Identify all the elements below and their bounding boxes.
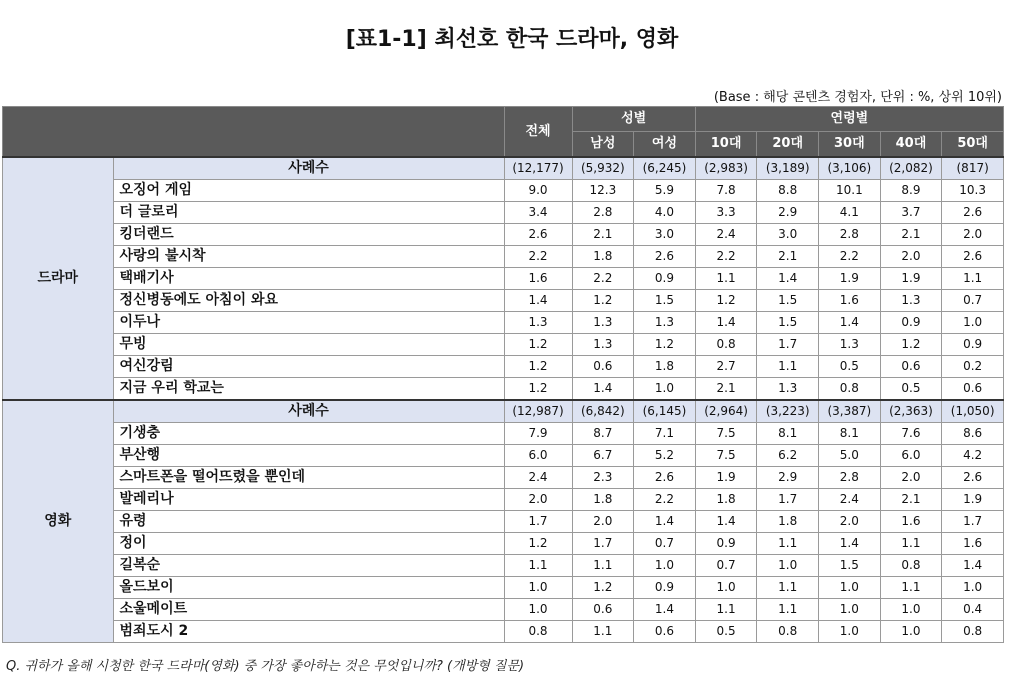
value-cell: 2.9: [757, 202, 819, 224]
value-cell: 1.1: [880, 577, 942, 599]
value-cell: 6.2: [757, 445, 819, 467]
table-row: [3, 489, 1004, 511]
value-cell: 0.2: [942, 356, 1004, 378]
value-cell: 1.4: [695, 312, 757, 334]
value-cell: 0.9: [942, 334, 1004, 356]
value-cell: 1.0: [942, 577, 1004, 599]
value-cell: 1.8: [757, 511, 819, 533]
count-cell: (5,932): [572, 157, 634, 180]
value-cell: 3.0: [634, 224, 696, 246]
value-cell: 4.0: [634, 202, 696, 224]
table-header: [3, 107, 1004, 158]
title-name: 정신병동에도 아침이 와요: [113, 290, 504, 312]
value-cell: 2.0: [880, 467, 942, 489]
count-label: 사례수: [113, 400, 504, 423]
value-cell: 1.0: [634, 378, 696, 401]
table-row: [3, 533, 1004, 555]
value-cell: 5.9: [634, 180, 696, 202]
value-cell: 3.4: [504, 202, 572, 224]
value-cell: 1.3: [819, 334, 881, 356]
header-male: 남성: [572, 132, 634, 158]
value-cell: 1.2: [572, 290, 634, 312]
title-name: 부산행: [113, 445, 504, 467]
value-cell: 1.2: [634, 334, 696, 356]
value-cell: 1.0: [504, 577, 572, 599]
count-label: 사례수: [113, 157, 504, 180]
value-cell: 1.0: [819, 577, 881, 599]
value-cell: 2.1: [572, 224, 634, 246]
value-cell: 0.6: [572, 356, 634, 378]
value-cell: 2.6: [634, 246, 696, 268]
value-cell: 1.0: [634, 555, 696, 577]
value-cell: 1.3: [572, 334, 634, 356]
table-title: [표1-1] 최선호 한국 드라마, 영화: [345, 27, 679, 52]
title-name: 길복순: [113, 555, 504, 577]
value-cell: 1.0: [880, 621, 942, 643]
value-cell: 2.1: [880, 489, 942, 511]
value-cell: 0.6: [572, 599, 634, 621]
table-row: [3, 577, 1004, 599]
value-cell: 2.6: [942, 202, 1004, 224]
value-cell: 1.2: [572, 577, 634, 599]
value-cell: 1.0: [942, 312, 1004, 334]
value-cell: 0.5: [880, 378, 942, 401]
value-cell: 1.2: [504, 533, 572, 555]
title-name: 정이: [113, 533, 504, 555]
count-row: [3, 157, 1004, 180]
header-age-40s: 40대: [880, 132, 942, 158]
title-name: 킹더랜드: [113, 224, 504, 246]
table-row: [3, 334, 1004, 356]
count-cell: (3,106): [819, 157, 881, 180]
value-cell: 2.2: [695, 246, 757, 268]
value-cell: 1.4: [634, 511, 696, 533]
value-cell: 1.0: [880, 599, 942, 621]
value-cell: 1.0: [757, 555, 819, 577]
value-cell: 1.1: [757, 599, 819, 621]
value-cell: 0.8: [942, 621, 1004, 643]
value-cell: 0.5: [819, 356, 881, 378]
value-cell: 1.0: [695, 577, 757, 599]
value-cell: 1.5: [634, 290, 696, 312]
value-cell: 1.3: [504, 312, 572, 334]
value-cell: 2.6: [634, 467, 696, 489]
value-cell: 10.1: [819, 180, 881, 202]
count-cell: (6,842): [572, 400, 634, 423]
count-cell: (2,964): [695, 400, 757, 423]
value-cell: 7.5: [695, 445, 757, 467]
value-cell: 0.8: [757, 621, 819, 643]
value-cell: 1.4: [504, 290, 572, 312]
value-cell: 1.7: [757, 334, 819, 356]
count-cell: (6,245): [634, 157, 696, 180]
value-cell: 7.8: [695, 180, 757, 202]
value-cell: 1.4: [819, 533, 881, 555]
value-cell: 2.1: [757, 246, 819, 268]
header-age-10s: 10대: [695, 132, 757, 158]
value-cell: 0.6: [942, 378, 1004, 401]
title-name: 올드보이: [113, 577, 504, 599]
survey-table: [2, 106, 1004, 643]
value-cell: 12.3: [572, 180, 634, 202]
value-cell: 2.8: [819, 467, 881, 489]
value-cell: 0.7: [695, 555, 757, 577]
table-row: [3, 599, 1004, 621]
value-cell: 8.6: [942, 423, 1004, 445]
value-cell: 2.1: [880, 224, 942, 246]
header-age-50s: 50대: [942, 132, 1004, 158]
value-cell: 2.0: [572, 511, 634, 533]
count-cell: (12,177): [504, 157, 572, 180]
value-cell: 1.2: [504, 334, 572, 356]
value-cell: 0.7: [634, 533, 696, 555]
title-name: 사랑의 불시착: [113, 246, 504, 268]
title-name: 지금 우리 학교는: [113, 378, 504, 401]
value-cell: 1.1: [695, 599, 757, 621]
value-cell: 1.5: [757, 290, 819, 312]
value-cell: 2.6: [942, 467, 1004, 489]
value-cell: 1.2: [504, 378, 572, 401]
value-cell: 2.2: [634, 489, 696, 511]
table-row: [3, 246, 1004, 268]
value-cell: 0.9: [880, 312, 942, 334]
value-cell: 6.0: [504, 445, 572, 467]
table-row: [3, 423, 1004, 445]
table-row: [3, 555, 1004, 577]
table-row: [3, 312, 1004, 334]
title-name: 이두나: [113, 312, 504, 334]
title-name: 택배기사: [113, 268, 504, 290]
table-row: [3, 467, 1004, 489]
value-cell: 1.6: [504, 268, 572, 290]
count-cell: (817): [942, 157, 1004, 180]
value-cell: 1.1: [757, 356, 819, 378]
value-cell: 1.1: [504, 555, 572, 577]
table-row: [3, 511, 1004, 533]
value-cell: 8.8: [757, 180, 819, 202]
title-name: 더 글로리: [113, 202, 504, 224]
value-cell: 1.1: [757, 533, 819, 555]
value-cell: 9.0: [504, 180, 572, 202]
value-cell: 1.0: [819, 621, 881, 643]
value-cell: 7.6: [880, 423, 942, 445]
value-cell: 1.9: [695, 467, 757, 489]
title-name: 소울메이트: [113, 599, 504, 621]
table-row: [3, 290, 1004, 312]
value-cell: 2.3: [572, 467, 634, 489]
value-cell: 2.9: [757, 467, 819, 489]
title-name: 스마트폰을 떨어뜨렸을 뿐인데: [113, 467, 504, 489]
table-row: [3, 621, 1004, 643]
count-cell: (3,223): [757, 400, 819, 423]
value-cell: 1.8: [572, 246, 634, 268]
value-cell: 1.6: [819, 290, 881, 312]
title-name: 여신강림: [113, 356, 504, 378]
value-cell: 1.4: [819, 312, 881, 334]
value-cell: 5.0: [819, 445, 881, 467]
value-cell: 1.5: [819, 555, 881, 577]
value-cell: 2.8: [819, 224, 881, 246]
value-cell: 1.0: [819, 599, 881, 621]
group-label: 영화: [3, 400, 114, 643]
value-cell: 1.2: [504, 356, 572, 378]
value-cell: 1.6: [880, 511, 942, 533]
value-cell: 1.8: [634, 356, 696, 378]
value-cell: 2.2: [504, 246, 572, 268]
value-cell: 0.8: [880, 555, 942, 577]
title-name: 범죄도시 2: [113, 621, 504, 643]
count-cell: (6,145): [634, 400, 696, 423]
value-cell: 1.2: [880, 334, 942, 356]
value-cell: 2.4: [504, 467, 572, 489]
header-gender-group: 성별: [572, 107, 695, 132]
value-cell: 1.4: [942, 555, 1004, 577]
value-cell: 1.9: [819, 268, 881, 290]
value-cell: 8.9: [880, 180, 942, 202]
count-row: [3, 400, 1004, 423]
value-cell: 1.4: [695, 511, 757, 533]
header-age-group: 연령별: [695, 107, 1003, 132]
table-row: [3, 224, 1004, 246]
value-cell: 1.1: [880, 533, 942, 555]
count-cell: (2,983): [695, 157, 757, 180]
value-cell: 4.1: [819, 202, 881, 224]
value-cell: 1.6: [942, 533, 1004, 555]
header-age-30s: 30대: [819, 132, 881, 158]
value-cell: 1.4: [757, 268, 819, 290]
value-cell: 0.8: [819, 378, 881, 401]
value-cell: 1.3: [757, 378, 819, 401]
value-cell: 2.0: [819, 511, 881, 533]
value-cell: 2.6: [504, 224, 572, 246]
value-cell: 2.0: [942, 224, 1004, 246]
table-row: [3, 378, 1004, 401]
value-cell: 8.1: [757, 423, 819, 445]
value-cell: 6.7: [572, 445, 634, 467]
value-cell: 7.1: [634, 423, 696, 445]
value-cell: 2.0: [504, 489, 572, 511]
value-cell: 2.1: [695, 378, 757, 401]
title-name: 무빙: [113, 334, 504, 356]
value-cell: 0.4: [942, 599, 1004, 621]
value-cell: 1.1: [942, 268, 1004, 290]
count-cell: (3,189): [757, 157, 819, 180]
base-note: (Base : 해당 콘텐츠 경험자, 단위 : %, 상위 10위): [713, 90, 1002, 105]
value-cell: 5.2: [634, 445, 696, 467]
table-row: [3, 180, 1004, 202]
table-row: [3, 202, 1004, 224]
table-row: [3, 268, 1004, 290]
header-female: 여성: [634, 132, 696, 158]
value-cell: 1.1: [695, 268, 757, 290]
value-cell: 0.6: [634, 621, 696, 643]
value-cell: 1.7: [504, 511, 572, 533]
value-cell: 2.4: [695, 224, 757, 246]
count-cell: (12,987): [504, 400, 572, 423]
value-cell: 1.3: [634, 312, 696, 334]
value-cell: 1.3: [572, 312, 634, 334]
value-cell: 3.0: [757, 224, 819, 246]
value-cell: 7.9: [504, 423, 572, 445]
table-body: [3, 157, 1004, 643]
value-cell: 3.3: [695, 202, 757, 224]
title-name: 오징어 게임: [113, 180, 504, 202]
count-cell: (3,387): [819, 400, 881, 423]
value-cell: 8.1: [819, 423, 881, 445]
value-cell: 1.7: [757, 489, 819, 511]
value-cell: 0.9: [695, 533, 757, 555]
count-cell: (1,050): [942, 400, 1004, 423]
header-blank: [3, 107, 505, 158]
value-cell: 1.3: [880, 290, 942, 312]
value-cell: 1.1: [757, 577, 819, 599]
value-cell: 1.9: [880, 268, 942, 290]
value-cell: 0.6: [880, 356, 942, 378]
value-cell: 0.8: [695, 334, 757, 356]
question-footnote: Q. 귀하가 올해 시청한 한국 드라마(영화) 중 가장 좋아하는 것은 무엇입니까? (개방형 질문): [6, 659, 525, 674]
value-cell: 6.0: [880, 445, 942, 467]
value-cell: 2.6: [942, 246, 1004, 268]
value-cell: 1.0: [504, 599, 572, 621]
count-cell: (2,363): [880, 400, 942, 423]
value-cell: 3.7: [880, 202, 942, 224]
table-row: [3, 356, 1004, 378]
value-cell: 1.7: [942, 511, 1004, 533]
value-cell: 8.7: [572, 423, 634, 445]
value-cell: 1.1: [572, 621, 634, 643]
value-cell: 0.8: [504, 621, 572, 643]
value-cell: 2.2: [819, 246, 881, 268]
value-cell: 0.9: [634, 577, 696, 599]
value-cell: 2.2: [572, 268, 634, 290]
title-name: 유령: [113, 511, 504, 533]
value-cell: 2.0: [880, 246, 942, 268]
value-cell: 4.2: [942, 445, 1004, 467]
header-age-20s: 20대: [757, 132, 819, 158]
value-cell: 1.2: [695, 290, 757, 312]
value-cell: 0.7: [942, 290, 1004, 312]
value-cell: 1.7: [572, 533, 634, 555]
title-name: 기생충: [113, 423, 504, 445]
value-cell: 2.8: [572, 202, 634, 224]
value-cell: 1.5: [757, 312, 819, 334]
title-name: 발레리나: [113, 489, 504, 511]
value-cell: 7.5: [695, 423, 757, 445]
value-cell: 1.4: [572, 378, 634, 401]
value-cell: 0.5: [695, 621, 757, 643]
value-cell: 1.9: [942, 489, 1004, 511]
value-cell: 1.4: [634, 599, 696, 621]
value-cell: 2.7: [695, 356, 757, 378]
value-cell: 0.9: [634, 268, 696, 290]
group-label: 드라마: [3, 157, 114, 400]
count-cell: (2,082): [880, 157, 942, 180]
value-cell: 1.1: [572, 555, 634, 577]
value-cell: 1.8: [695, 489, 757, 511]
table-row: [3, 445, 1004, 467]
value-cell: 2.4: [819, 489, 881, 511]
header-total: 전체: [504, 107, 572, 158]
value-cell: 1.8: [572, 489, 634, 511]
value-cell: 10.3: [942, 180, 1004, 202]
